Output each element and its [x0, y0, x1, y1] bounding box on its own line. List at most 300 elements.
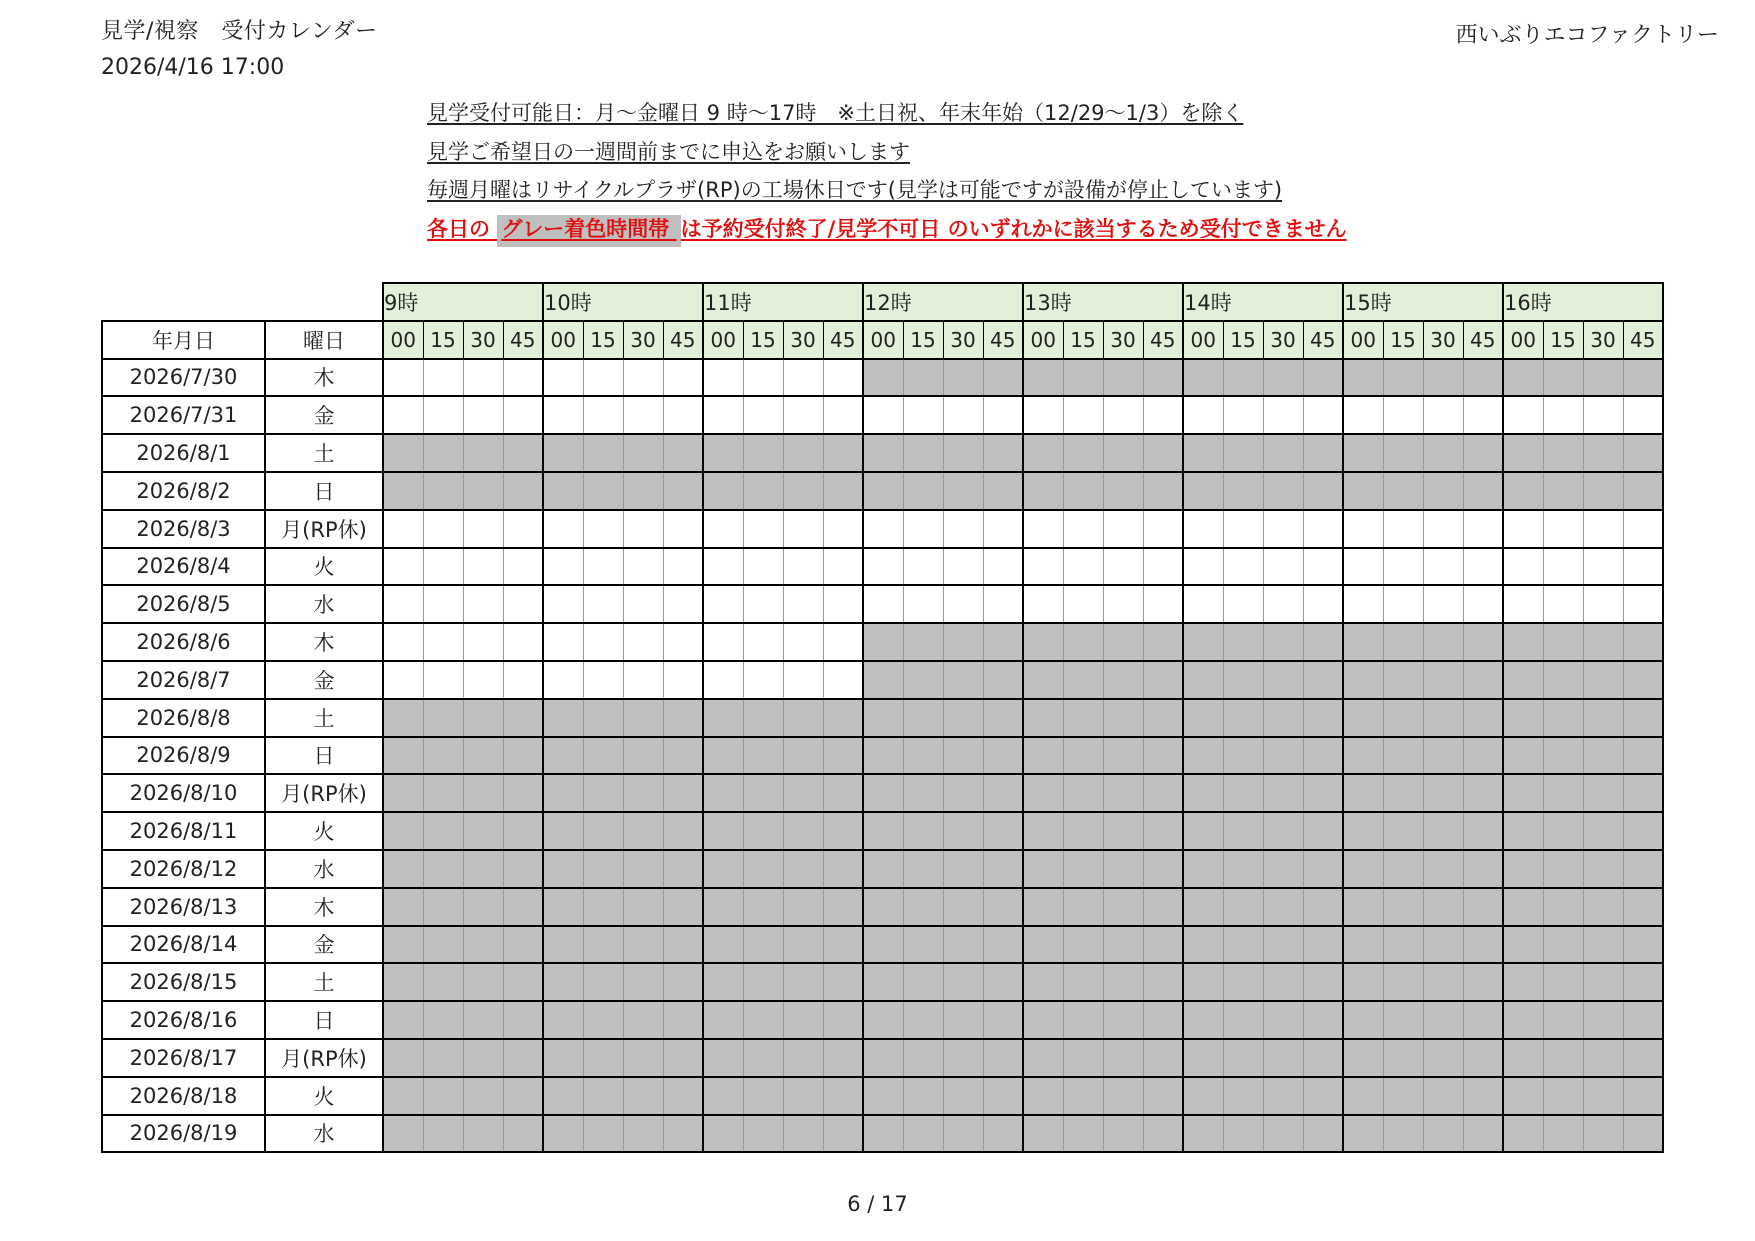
time-slot-unavailable	[1143, 623, 1183, 661]
time-slot-available[interactable]	[1303, 510, 1343, 548]
time-slot-available[interactable]	[583, 623, 623, 661]
time-slot-available[interactable]	[1423, 548, 1463, 586]
time-slot-unavailable	[583, 812, 623, 850]
time-slot-available[interactable]	[1063, 396, 1103, 434]
time-slot-available[interactable]	[1303, 585, 1343, 623]
time-slot-available[interactable]	[1263, 585, 1303, 623]
time-slot-available[interactable]	[1143, 510, 1183, 548]
time-slot-available[interactable]	[1023, 396, 1063, 434]
time-slot-available[interactable]	[503, 510, 543, 548]
time-slot-available[interactable]	[1383, 510, 1423, 548]
time-slot-unavailable	[663, 812, 703, 850]
time-slot-available[interactable]	[663, 623, 703, 661]
time-slot-available[interactable]	[543, 585, 583, 623]
time-slot-unavailable	[423, 850, 463, 888]
time-slot-unavailable	[943, 699, 983, 737]
time-slot-available[interactable]	[423, 585, 463, 623]
time-slot-unavailable	[1103, 926, 1143, 964]
time-slot-available[interactable]	[1503, 396, 1543, 434]
time-slot-unavailable	[743, 1039, 783, 1077]
time-slot-available[interactable]	[983, 396, 1023, 434]
time-slot-unavailable	[1343, 1077, 1383, 1115]
time-slot-available[interactable]	[1223, 585, 1263, 623]
time-slot-available[interactable]	[583, 548, 623, 586]
time-slot-unavailable	[1303, 963, 1343, 1001]
time-slot-available[interactable]	[1063, 585, 1103, 623]
time-slot-unavailable	[543, 1039, 583, 1077]
time-slot-available[interactable]	[743, 623, 783, 661]
time-slot-available[interactable]	[583, 359, 623, 397]
time-slot-unavailable	[1623, 623, 1663, 661]
time-slot-available[interactable]	[1543, 548, 1583, 586]
time-slot-available[interactable]	[623, 510, 663, 548]
hour-header: 12時	[863, 283, 1023, 321]
time-slot-available[interactable]	[383, 623, 423, 661]
time-slot-unavailable	[903, 812, 943, 850]
time-slot-unavailable	[1463, 812, 1503, 850]
time-slot-unavailable	[1183, 359, 1223, 397]
time-slot-available[interactable]	[1543, 510, 1583, 548]
time-slot-unavailable	[543, 926, 583, 964]
time-slot-unavailable	[1103, 699, 1143, 737]
time-slot-unavailable	[983, 888, 1023, 926]
time-slot-unavailable	[1263, 850, 1303, 888]
minute-header: 00	[1343, 321, 1383, 359]
table-row	[102, 699, 1663, 737]
time-slot-available[interactable]	[1223, 396, 1263, 434]
time-slot-unavailable	[943, 812, 983, 850]
row-weekday: 金	[265, 661, 383, 699]
time-slot-unavailable	[583, 963, 623, 1001]
time-slot-available[interactable]	[1263, 396, 1303, 434]
time-slot-available[interactable]	[463, 585, 503, 623]
time-slot-unavailable	[1543, 699, 1583, 737]
time-slot-unavailable	[1263, 1115, 1303, 1153]
time-slot-unavailable	[1223, 1001, 1263, 1039]
time-slot-available[interactable]	[543, 623, 583, 661]
time-slot-unavailable	[743, 472, 783, 510]
time-slot-unavailable	[1063, 774, 1103, 812]
time-slot-unavailable	[1623, 812, 1663, 850]
time-slot-available[interactable]	[1103, 396, 1143, 434]
time-slot-unavailable	[463, 1039, 503, 1077]
time-slot-unavailable	[703, 812, 743, 850]
time-slot-unavailable	[583, 1077, 623, 1115]
time-slot-available[interactable]	[703, 359, 743, 397]
time-slot-available[interactable]	[663, 396, 703, 434]
time-slot-available[interactable]	[623, 623, 663, 661]
time-slot-unavailable	[903, 1001, 943, 1039]
time-slot-available[interactable]	[1143, 585, 1183, 623]
time-slot-available[interactable]	[623, 548, 663, 586]
time-slot-available[interactable]	[943, 510, 983, 548]
time-slot-available[interactable]	[1063, 510, 1103, 548]
row-weekday: 水	[265, 1115, 383, 1153]
time-slot-available[interactable]	[703, 396, 743, 434]
time-slot-available[interactable]	[823, 359, 863, 397]
time-slot-unavailable	[583, 1039, 623, 1077]
time-slot-unavailable	[743, 812, 783, 850]
time-slot-available[interactable]	[1423, 396, 1463, 434]
time-slot-available[interactable]	[1183, 510, 1223, 548]
time-slot-available[interactable]	[1343, 548, 1383, 586]
time-slot-available[interactable]	[1063, 548, 1103, 586]
header-spacer	[102, 283, 383, 321]
time-slot-available[interactable]	[1383, 585, 1423, 623]
time-slot-unavailable	[983, 1077, 1023, 1115]
time-slot-available[interactable]	[423, 661, 463, 699]
time-slot-available[interactable]	[583, 661, 623, 699]
time-slot-unavailable	[1263, 926, 1303, 964]
time-slot-unavailable	[463, 1077, 503, 1115]
time-slot-available[interactable]	[743, 585, 783, 623]
time-slot-available[interactable]	[1303, 548, 1343, 586]
time-slot-available[interactable]	[463, 359, 503, 397]
time-slot-available[interactable]	[1303, 396, 1343, 434]
time-slot-available[interactable]	[623, 661, 663, 699]
time-slot-unavailable	[623, 737, 663, 775]
time-slot-unavailable	[1103, 661, 1143, 699]
time-slot-available[interactable]	[1623, 585, 1663, 623]
time-slot-available[interactable]	[823, 585, 863, 623]
time-slot-available[interactable]	[1423, 585, 1463, 623]
time-slot-unavailable	[423, 472, 463, 510]
time-slot-unavailable	[823, 737, 863, 775]
time-slot-available[interactable]	[823, 510, 863, 548]
time-slot-unavailable	[1143, 1039, 1183, 1077]
time-slot-available[interactable]	[823, 661, 863, 699]
time-slot-unavailable	[1343, 963, 1383, 1001]
time-slot-unavailable	[1623, 661, 1663, 699]
time-slot-available[interactable]	[423, 510, 463, 548]
time-slot-available[interactable]	[1343, 585, 1383, 623]
time-slot-unavailable	[1023, 850, 1063, 888]
time-slot-available[interactable]	[423, 623, 463, 661]
time-slot-unavailable	[703, 699, 743, 737]
time-slot-available[interactable]	[583, 585, 623, 623]
time-slot-available[interactable]	[1543, 585, 1583, 623]
time-slot-available[interactable]	[743, 661, 783, 699]
row-weekday: 土	[265, 434, 383, 472]
time-slot-unavailable	[1423, 774, 1463, 812]
time-slot-available[interactable]	[1223, 548, 1263, 586]
time-slot-available[interactable]	[783, 623, 823, 661]
time-slot-available[interactable]	[1463, 396, 1503, 434]
time-slot-available[interactable]	[1583, 510, 1623, 548]
time-slot-available[interactable]	[503, 396, 543, 434]
time-slot-available[interactable]	[903, 585, 943, 623]
time-slot-available[interactable]	[783, 359, 823, 397]
time-slot-available[interactable]	[663, 510, 703, 548]
time-slot-available[interactable]	[1503, 548, 1543, 586]
time-slot-unavailable	[1423, 472, 1463, 510]
time-slot-available[interactable]	[1023, 548, 1063, 586]
time-slot-unavailable	[903, 888, 943, 926]
time-slot-unavailable	[1023, 699, 1063, 737]
time-slot-available[interactable]	[543, 661, 583, 699]
time-slot-available[interactable]	[1343, 510, 1383, 548]
time-slot-available[interactable]	[783, 548, 823, 586]
time-slot-unavailable	[1063, 623, 1103, 661]
time-slot-available[interactable]	[383, 359, 423, 397]
time-slot-available[interactable]	[703, 510, 743, 548]
time-slot-unavailable	[743, 1077, 783, 1115]
time-slot-unavailable	[1023, 1039, 1063, 1077]
time-slot-unavailable	[1263, 963, 1303, 1001]
time-slot-available[interactable]	[1263, 548, 1303, 586]
time-slot-available[interactable]	[543, 510, 583, 548]
time-slot-unavailable	[1303, 737, 1343, 775]
time-slot-available[interactable]	[1103, 585, 1143, 623]
time-slot-unavailable	[1583, 850, 1623, 888]
time-slot-available[interactable]	[943, 396, 983, 434]
time-slot-unavailable	[1623, 963, 1663, 1001]
time-slot-unavailable	[1543, 888, 1583, 926]
time-slot-unavailable	[1223, 472, 1263, 510]
time-slot-available[interactable]	[543, 548, 583, 586]
time-slot-unavailable	[1223, 737, 1263, 775]
time-slot-available[interactable]	[1583, 396, 1623, 434]
time-slot-unavailable	[823, 1039, 863, 1077]
time-slot-unavailable	[583, 1001, 623, 1039]
time-slot-unavailable	[1383, 623, 1423, 661]
time-slot-unavailable	[1303, 812, 1343, 850]
time-slot-unavailable	[1463, 434, 1503, 472]
time-slot-available[interactable]	[1023, 510, 1063, 548]
row-date: 2026/8/2	[102, 472, 265, 510]
time-slot-available[interactable]	[983, 548, 1023, 586]
time-slot-unavailable	[1303, 472, 1343, 510]
time-slot-unavailable	[743, 774, 783, 812]
minute-header: 00	[383, 321, 423, 359]
time-slot-unavailable	[1343, 434, 1383, 472]
time-slot-available[interactable]	[1583, 585, 1623, 623]
time-slot-unavailable	[623, 774, 663, 812]
time-slot-unavailable	[1303, 434, 1343, 472]
time-slot-available[interactable]	[503, 661, 543, 699]
time-slot-available[interactable]	[623, 396, 663, 434]
time-slot-available[interactable]	[583, 396, 623, 434]
time-slot-unavailable	[1263, 699, 1303, 737]
time-slot-unavailable	[463, 850, 503, 888]
time-slot-unavailable	[1183, 812, 1223, 850]
time-slot-available[interactable]	[1143, 548, 1183, 586]
time-slot-available[interactable]	[703, 548, 743, 586]
row-date: 2026/8/7	[102, 661, 265, 699]
time-slot-available[interactable]	[823, 396, 863, 434]
time-slot-available[interactable]	[1463, 585, 1503, 623]
time-slot-unavailable	[903, 737, 943, 775]
time-slot-available[interactable]	[1543, 396, 1583, 434]
time-slot-unavailable	[1263, 472, 1303, 510]
time-slot-unavailable	[1223, 1115, 1263, 1153]
time-slot-available[interactable]	[1343, 396, 1383, 434]
time-slot-unavailable	[1383, 963, 1423, 1001]
time-slot-unavailable	[983, 699, 1023, 737]
time-slot-available[interactable]	[863, 548, 903, 586]
time-slot-unavailable	[743, 699, 783, 737]
time-slot-unavailable	[1503, 812, 1543, 850]
time-slot-unavailable	[1543, 623, 1583, 661]
time-slot-unavailable	[583, 699, 623, 737]
time-slot-unavailable	[1463, 661, 1503, 699]
time-slot-unavailable	[943, 1039, 983, 1077]
time-slot-unavailable	[1503, 737, 1543, 775]
time-slot-available[interactable]	[463, 510, 503, 548]
time-slot-available[interactable]	[1383, 396, 1423, 434]
time-slot-available[interactable]	[1623, 510, 1663, 548]
time-slot-available[interactable]	[1103, 510, 1143, 548]
time-slot-available[interactable]	[943, 548, 983, 586]
row-weekday: 火	[265, 812, 383, 850]
minute-header: 45	[1143, 321, 1183, 359]
time-slot-available[interactable]	[983, 585, 1023, 623]
time-slot-unavailable	[903, 963, 943, 1001]
time-slot-unavailable	[1183, 661, 1223, 699]
time-slot-unavailable	[1423, 359, 1463, 397]
time-slot-available[interactable]	[503, 623, 543, 661]
time-slot-available[interactable]	[903, 548, 943, 586]
time-slot-available[interactable]	[903, 510, 943, 548]
time-slot-available[interactable]	[663, 359, 703, 397]
time-slot-available[interactable]	[383, 510, 423, 548]
time-slot-available[interactable]	[1183, 585, 1223, 623]
time-slot-unavailable	[423, 774, 463, 812]
time-slot-available[interactable]	[463, 623, 503, 661]
time-slot-available[interactable]	[1023, 585, 1063, 623]
time-slot-unavailable	[1103, 1039, 1143, 1077]
time-slot-unavailable	[943, 926, 983, 964]
time-slot-available[interactable]	[423, 396, 463, 434]
time-slot-available[interactable]	[983, 510, 1023, 548]
time-slot-available[interactable]	[863, 585, 903, 623]
time-slot-available[interactable]	[743, 548, 783, 586]
time-slot-available[interactable]	[1383, 548, 1423, 586]
time-slot-unavailable	[1463, 737, 1503, 775]
time-slot-available[interactable]	[503, 359, 543, 397]
time-slot-available[interactable]	[663, 585, 703, 623]
time-slot-available[interactable]	[703, 661, 743, 699]
time-slot-unavailable	[863, 661, 903, 699]
time-slot-available[interactable]	[823, 623, 863, 661]
time-slot-unavailable	[1063, 434, 1103, 472]
time-slot-unavailable	[543, 699, 583, 737]
time-slot-available[interactable]	[743, 510, 783, 548]
time-slot-unavailable	[1623, 359, 1663, 397]
time-slot-unavailable	[1103, 1001, 1143, 1039]
time-slot-unavailable	[1423, 963, 1463, 1001]
time-slot-unavailable	[1543, 812, 1583, 850]
time-slot-available[interactable]	[743, 396, 783, 434]
time-slot-available[interactable]	[1503, 585, 1543, 623]
time-slot-unavailable	[623, 926, 663, 964]
time-slot-available[interactable]	[663, 548, 703, 586]
row-date: 2026/8/13	[102, 888, 265, 926]
time-slot-available[interactable]	[823, 548, 863, 586]
time-slot-unavailable	[623, 1001, 663, 1039]
time-slot-unavailable	[983, 359, 1023, 397]
time-slot-available[interactable]	[423, 359, 463, 397]
time-slot-unavailable	[1543, 472, 1583, 510]
table-row	[102, 1001, 1663, 1039]
time-slot-available[interactable]	[503, 585, 543, 623]
time-slot-unavailable	[1623, 1001, 1663, 1039]
time-slot-unavailable	[623, 1077, 663, 1115]
time-slot-available[interactable]	[1223, 510, 1263, 548]
time-slot-unavailable	[983, 434, 1023, 472]
time-slot-available[interactable]	[1183, 396, 1223, 434]
time-slot-available[interactable]	[783, 661, 823, 699]
time-slot-available[interactable]	[623, 359, 663, 397]
time-slot-available[interactable]	[1583, 548, 1623, 586]
time-slot-available[interactable]	[743, 359, 783, 397]
time-slot-available[interactable]	[703, 623, 743, 661]
time-slot-available[interactable]	[863, 510, 903, 548]
time-slot-unavailable	[863, 699, 903, 737]
time-slot-available[interactable]	[583, 510, 623, 548]
time-slot-available[interactable]	[383, 661, 423, 699]
time-slot-available[interactable]	[903, 396, 943, 434]
time-slot-available[interactable]	[543, 359, 583, 397]
time-slot-available[interactable]	[783, 585, 823, 623]
time-slot-available[interactable]	[423, 548, 463, 586]
time-slot-available[interactable]	[1183, 548, 1223, 586]
time-slot-available[interactable]	[623, 585, 663, 623]
time-slot-unavailable	[1343, 774, 1383, 812]
time-slot-available[interactable]	[1103, 548, 1143, 586]
time-slot-available[interactable]	[703, 585, 743, 623]
time-slot-available[interactable]	[663, 661, 703, 699]
time-slot-available[interactable]	[1463, 510, 1503, 548]
time-slot-available[interactable]	[383, 548, 423, 586]
time-slot-available[interactable]	[1623, 548, 1663, 586]
time-slot-unavailable	[1183, 1115, 1223, 1153]
time-slot-available[interactable]	[383, 396, 423, 434]
time-slot-unavailable	[1023, 926, 1063, 964]
time-slot-unavailable	[543, 472, 583, 510]
time-slot-available[interactable]	[503, 548, 543, 586]
time-slot-unavailable	[1583, 472, 1623, 510]
row-weekday: 日	[265, 737, 383, 775]
time-slot-available[interactable]	[1623, 396, 1663, 434]
time-slot-unavailable	[783, 850, 823, 888]
time-slot-available[interactable]	[463, 661, 503, 699]
time-slot-unavailable	[703, 963, 743, 1001]
time-slot-available[interactable]	[1503, 510, 1543, 548]
time-slot-unavailable	[663, 699, 703, 737]
time-slot-available[interactable]	[1143, 396, 1183, 434]
time-slot-available[interactable]	[1423, 510, 1463, 548]
time-slot-unavailable	[1423, 1001, 1463, 1039]
time-slot-unavailable	[1543, 737, 1583, 775]
time-slot-unavailable	[463, 963, 503, 1001]
time-slot-available[interactable]	[383, 585, 423, 623]
time-slot-unavailable	[1503, 1115, 1543, 1153]
time-slot-available[interactable]	[783, 396, 823, 434]
time-slot-available[interactable]	[463, 396, 503, 434]
time-slot-unavailable	[1343, 472, 1383, 510]
time-slot-available[interactable]	[783, 510, 823, 548]
time-slot-available[interactable]	[1263, 510, 1303, 548]
time-slot-available[interactable]	[863, 396, 903, 434]
time-slot-unavailable	[663, 1001, 703, 1039]
time-slot-available[interactable]	[943, 585, 983, 623]
time-slot-unavailable	[663, 1077, 703, 1115]
time-slot-available[interactable]	[1463, 548, 1503, 586]
time-slot-unavailable	[1383, 888, 1423, 926]
time-slot-available[interactable]	[543, 396, 583, 434]
time-slot-available[interactable]	[463, 548, 503, 586]
